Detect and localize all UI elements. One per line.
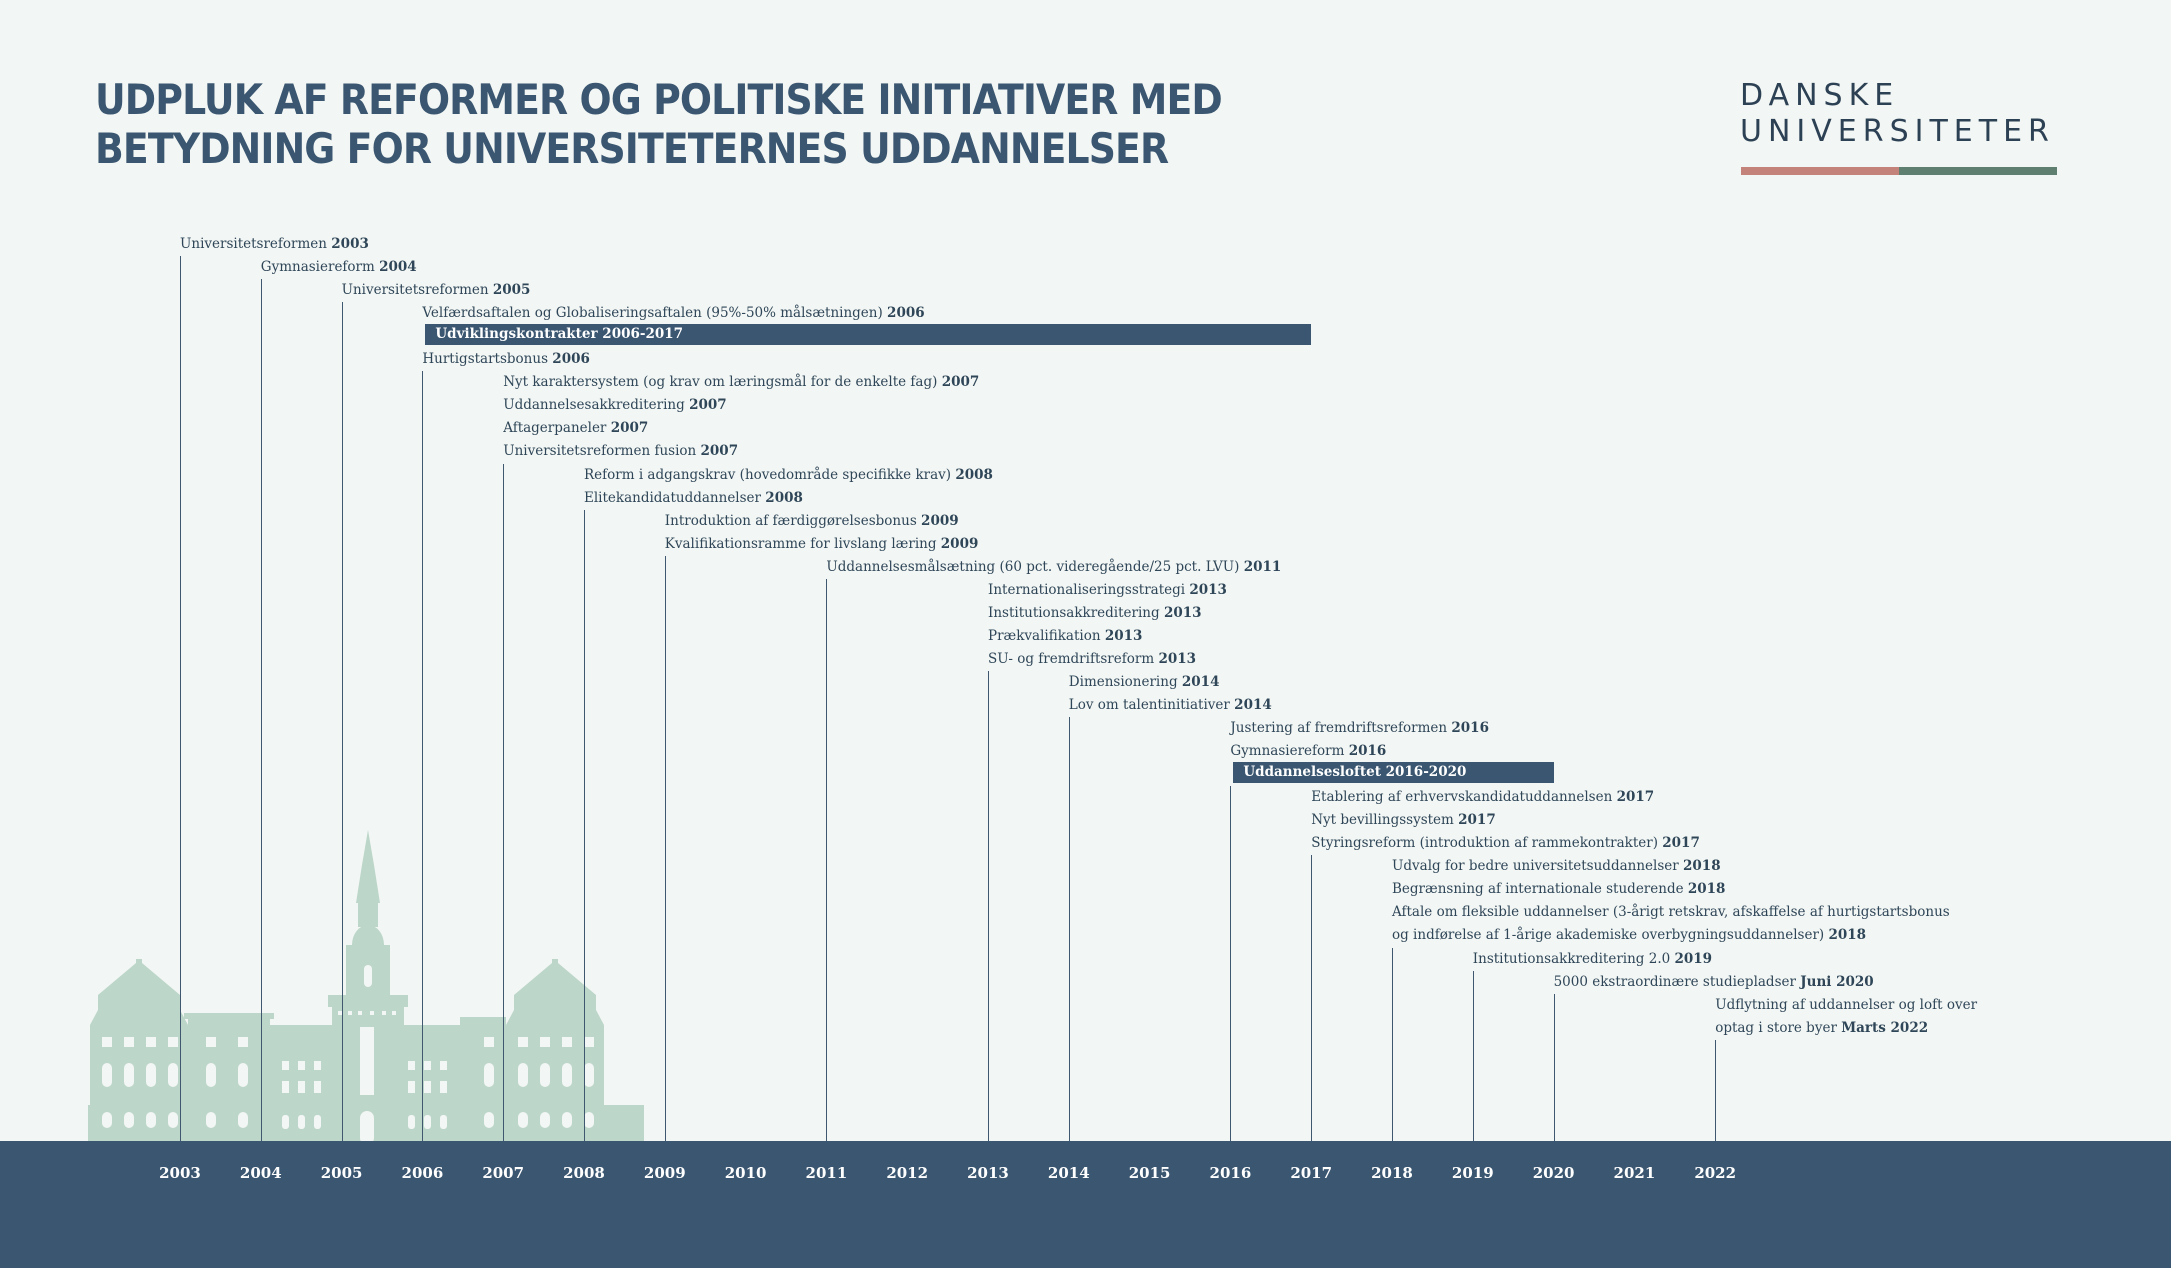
event-year: 2018 — [1683, 858, 1721, 875]
event-year: 2008 — [765, 489, 803, 506]
event-year: 2017 — [1616, 789, 1655, 806]
event-year: 2008 — [955, 466, 993, 483]
event-label — [1473, 948, 1712, 971]
period-bar: Uddannelsesloftet 2016-2020 — [1233, 762, 1553, 783]
event-name: Nyt bevillingssystem — [1311, 812, 1454, 829]
event-name: Dimensionering — [1068, 673, 1178, 690]
event-label — [503, 417, 648, 440]
event-label — [503, 440, 738, 463]
event-year: Juni 2020 — [1800, 973, 1874, 990]
event-name: Gymnasiereform — [260, 259, 375, 276]
event-line — [1392, 948, 1393, 1141]
event-name: Udvalg for bedre universitetsuddannelser — [1392, 858, 1679, 875]
event-year: 2018 — [1828, 927, 1867, 944]
axis-tick-2022: 2022 — [1694, 1164, 1737, 1182]
event-name: Aftale om fleksible uddannelser (3-årigt retskrav, afskaffelse af hurtigstartsbonus — [1392, 904, 1950, 921]
axis-tick-2003: 2003 — [159, 1164, 201, 1182]
event-label — [1230, 740, 1386, 763]
event-year: 2014 — [1234, 697, 1272, 713]
event-line — [1311, 855, 1312, 1141]
event-line — [1069, 717, 1070, 1141]
event-name: Kvalifikationsramme for livslang læring — [664, 535, 937, 552]
axis-tick-2018: 2018 — [1371, 1164, 1413, 1182]
period-bar: Udviklingskontrakter 2006-2017 — [425, 324, 1311, 345]
event-year: 2011 — [1243, 558, 1282, 575]
event-label — [584, 464, 993, 487]
event-name: Gymnasiereform — [1230, 743, 1345, 760]
axis-tick-2017: 2017 — [1290, 1164, 1333, 1182]
event-year: 2013 — [1104, 627, 1143, 644]
event-year: 2018 — [1687, 881, 1726, 898]
event-line — [342, 302, 343, 1141]
event-name: Universitetsreformen — [341, 282, 489, 299]
event-label — [988, 625, 1142, 648]
event-year: 2004 — [379, 259, 417, 276]
event-name: 5000 ekstraordinære studiepladser — [1553, 973, 1796, 990]
axis-tick-2005: 2005 — [320, 1164, 363, 1182]
event-year: 2013 — [1158, 650, 1197, 667]
event-year: Marts 2022 — [1841, 1019, 1929, 1036]
event-label — [1715, 994, 1977, 1040]
event-name: Internationaliseringsstrategi — [988, 581, 1186, 598]
event-label — [1311, 832, 1700, 855]
event-name-line-2: optag i store byer — [1715, 1019, 1837, 1036]
event-label — [1069, 694, 1272, 717]
event-year: 2005 — [492, 282, 531, 299]
axis-tick-2010: 2010 — [724, 1164, 767, 1182]
event-label — [1392, 855, 1721, 878]
event-label — [1069, 671, 1220, 694]
event-name: Lov om talentinitiativer — [1068, 697, 1230, 713]
axis-tick-2011: 2011 — [805, 1164, 848, 1182]
event-name: Hurtigstartsbonus — [422, 351, 548, 368]
event-line — [665, 556, 666, 1141]
axis-tick-2006: 2006 — [401, 1164, 444, 1182]
event-name: Nyt karaktersystem (og krav om læringsmål for de enkelte fag) — [503, 374, 938, 391]
event-label — [503, 371, 979, 394]
event-name: Elitekandidatuddannelser — [584, 489, 761, 506]
event-year: 2007 — [610, 420, 649, 437]
event-name: Begrænsning af internationale studerende — [1392, 881, 1684, 898]
event-year: 2017 — [1458, 812, 1496, 829]
event-line — [422, 371, 423, 1141]
event-line — [1554, 994, 1555, 1141]
event-name: Justering af fremdriftsreformen — [1230, 720, 1448, 737]
event-name: SU- og fremdriftsreform — [988, 650, 1155, 667]
axis-tick-2004: 2004 — [239, 1164, 282, 1182]
axis-tick-2019: 2019 — [1451, 1164, 1494, 1182]
event-line — [1230, 786, 1231, 1141]
event-label — [988, 579, 1227, 602]
event-name-line-2: og indførelse af 1-årige akademiske overbygningsuddannelser) — [1392, 927, 1825, 944]
title-line-2: BETYDNING FOR UNIVERSITETERNES UDDANNELSER — [95, 124, 1169, 173]
event-name: Aftagerpaneler — [503, 420, 607, 437]
event-name: Institutionsakkreditering — [988, 604, 1160, 621]
event-label — [503, 394, 726, 417]
event-name: Udflytning af uddannelser og loft over — [1715, 996, 1978, 1013]
event-line — [180, 256, 181, 1141]
event-line — [826, 579, 827, 1141]
event-year: 2016 — [1451, 720, 1489, 737]
event-name: Velfærdsaftalen og Globaliseringsaftalen (95%-50% målsætningen) — [422, 305, 883, 322]
event-year: 2014 — [1181, 673, 1220, 690]
event-label — [988, 602, 1202, 625]
event-name: Prækvalifikation — [988, 627, 1101, 644]
event-label — [422, 348, 589, 371]
event-year: 2006 — [552, 351, 590, 368]
event-label — [665, 510, 959, 533]
axis-tick-2007: 2007 — [482, 1164, 525, 1182]
event-label — [1392, 878, 1725, 901]
event-label — [988, 648, 1196, 671]
axis-tick-2014: 2014 — [1047, 1164, 1090, 1182]
event-line — [1473, 971, 1474, 1141]
event-year: 2017 — [1662, 835, 1700, 852]
axis-tick-2021: 2021 — [1613, 1164, 1656, 1182]
axis-tick-2016: 2016 — [1209, 1164, 1252, 1182]
event-year: 2007 — [700, 443, 739, 460]
event-name: Introduktion af færdiggørelsesbonus — [664, 512, 917, 529]
event-label — [826, 556, 1281, 579]
axis-tick-2012: 2012 — [886, 1164, 929, 1182]
event-year: 2009 — [921, 512, 959, 529]
event-label — [1392, 901, 1950, 947]
event-year: 2007 — [689, 397, 727, 414]
axis-tick-2020: 2020 — [1532, 1164, 1575, 1182]
event-name: Universitetsreformen fusion — [503, 443, 697, 460]
event-label — [180, 233, 369, 256]
event-year: 2013 — [1189, 581, 1227, 598]
event-label — [1230, 717, 1489, 740]
event-name: Universitetsreformen — [180, 236, 327, 252]
event-year: 2013 — [1163, 604, 1202, 621]
event-name: Reform i adgangskrav (hovedområde specifikke krav) — [584, 466, 952, 483]
event-name: Etablering af erhvervskandidatuddannelsen — [1311, 789, 1613, 806]
event-year: 2003 — [331, 236, 369, 252]
event-name: Institutionsakkreditering 2.0 — [1472, 950, 1671, 967]
event-line — [988, 671, 989, 1141]
year-axis — [0, 1141, 2171, 1268]
event-label — [665, 533, 979, 556]
axis-tick-2015: 2015 — [1128, 1164, 1171, 1182]
event-year: 2006 — [887, 305, 925, 322]
title-line-1: UDPLUK AF REFORMER OG POLITISKE INITIATIVER MED — [95, 75, 1222, 124]
logo-line-1: DANSKE — [1740, 78, 1900, 113]
event-name: Styringsreform (introduktion af rammekontrakter) — [1311, 835, 1658, 852]
event-line — [584, 510, 585, 1141]
axis-tick-2008: 2008 — [563, 1164, 605, 1182]
logo-line-2: UNIVERSITETER — [1740, 114, 2055, 149]
event-label — [1554, 971, 1874, 994]
axis-tick-2013: 2013 — [967, 1164, 1009, 1182]
event-line — [261, 279, 262, 1141]
event-name: Uddannelsesmålsætning (60 pct. videregående/25 pct. LVU) — [826, 558, 1240, 575]
event-label — [261, 256, 417, 279]
axis-tick-2009: 2009 — [643, 1164, 686, 1182]
event-name: Uddannelsesakkreditering — [503, 397, 685, 414]
event-line — [503, 464, 504, 1142]
event-year: 2019 — [1674, 950, 1713, 967]
event-year: 2007 — [941, 374, 980, 391]
event-label — [1311, 786, 1654, 809]
event-line — [1715, 1040, 1716, 1141]
event-label — [1311, 809, 1496, 832]
event-year: 2009 — [940, 535, 979, 552]
event-year: 2016 — [1348, 743, 1387, 760]
event-label — [584, 487, 803, 510]
event-label — [422, 302, 924, 325]
event-label — [342, 279, 531, 302]
